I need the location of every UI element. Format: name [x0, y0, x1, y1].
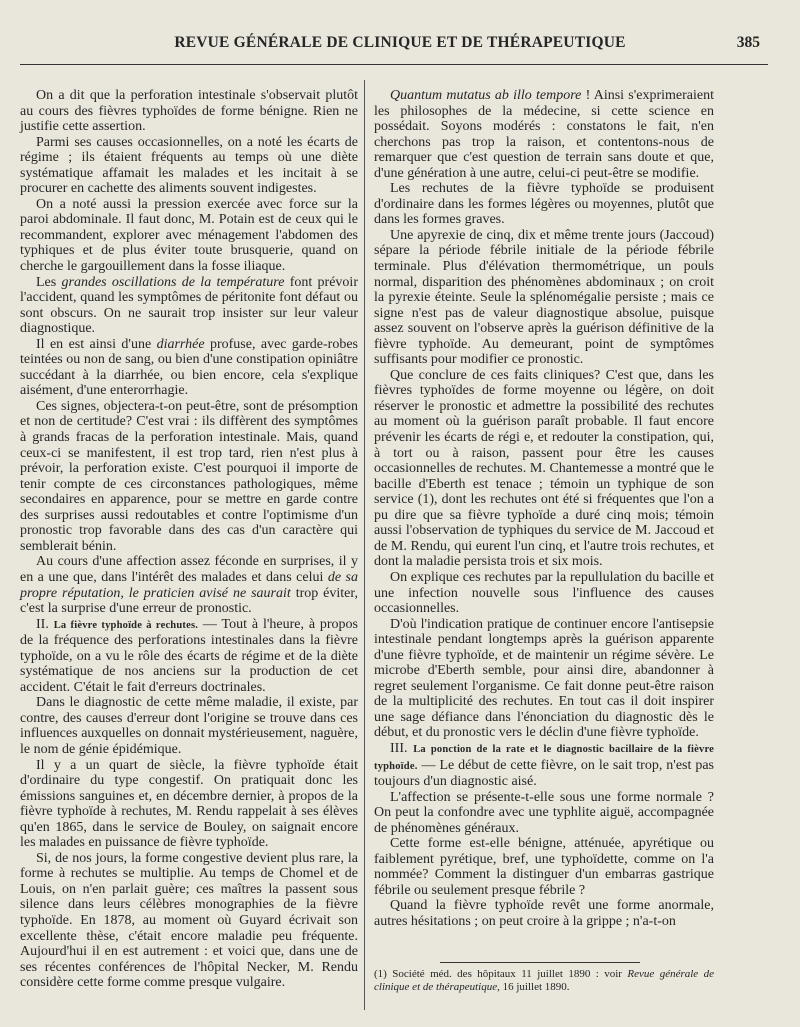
paragraph: On a noté aussi la pression exercée avec force sur la paroi abdominale. Il faut donc, M. Potain est de ceux qui le recommandent, explorer avec ménagement l'abdomen des typhiques et de plus éviter toute brusquerie, quand on cherche le gargouillement dans la fosse iliaque. [20, 196, 358, 275]
left-column [20, 88, 358, 991]
text: — Le début de cette fièvre, on le sait trop, n'est pas toujours d'un diagnostic aisé. [374, 757, 714, 790]
italic-text: de sa propre réputation, le praticien avisé ne saurait [20, 569, 358, 601]
paragraph [20, 337, 358, 399]
text: trop éviter, c'est la surprise d'une erreur de pronostic. [20, 585, 358, 617]
section-title: La fièvre typhoïde à rechutes. [53, 619, 199, 631]
text: — Tout à l'heure, à propos de la fréquence des perforations intestinales dans la fièvre typhoïde, on a vu le rôle des écarts de régime et de la diète systématique de nos anciens sur la production de cet accident. C'était le fait d'erreurs doctrinales. [20, 616, 359, 695]
paragraph: Les rechutes de la fièvre typhoïde se produisent d'ordinaire dans les formes légères ou moyennes, plutôt que dans les formes graves. [374, 181, 714, 228]
running-title: REVUE GÉNÉRALE DE CLINIQUE ET DE THÉRAPEUTIQUE [174, 34, 626, 51]
paragraph: L'affection se présente-t-elle sous une forme normale ? On peut la confondre avec une typhlite aiguë, accompagnée de phénomènes généraux. [374, 789, 714, 836]
italic-text: Quantum mutatus ab illo tempore [390, 88, 582, 103]
italic-text: diarrhée [156, 336, 205, 352]
paragraph: Parmi ses causes occasionnelles, on a noté les écarts de régime ; ils étaient fréquents au temps où une diète systématique affamait les malades et les incitait à se procurer en cachette des aliments souvent indigestes. [20, 134, 358, 197]
paragraph: Quand la fièvre typhoïde revêt une forme anormale, autres hésitations ; on peut croire à la grippe ; n'a-t-on [374, 898, 714, 929]
section-title: La ponction de la rate et le diagnostic bacillaire de la fièvre typhoïde. [374, 743, 714, 772]
paragraph: Que conclure de ces faits cliniques? C'est que, dans les fièvres typhoïdes de forme moyenne ou légère, on doit réserver le pronostic et admettre la possibilité des rechutes au moment où la guérison paraît probable. Il faut encore prévenir les écarts de régi e, et redouter la constipation, qui, à tort ou à raison, passent pour être les causes occasionnelles de rechutes. M. Chantemesse a montré que le bacille d'Eberth est tenace ; témoin un typhique de son service (1), dont les rechutes ont été si fréquentes que l'on a pu dire que sa fièvre typhoïde a duré cinq mois; témoin aussi l'observation de typhiques du service de M. Jaccoud et de M. Rendu, qui eurent l'un cinq, et l'autre trois rechutes, et dont la maladie persista trois et six mois. [374, 367, 714, 570]
text: , 16 juillet 1890. [497, 981, 570, 993]
paragraph: Dans le diagnostic de cette même maladie, il existe, par contre, des causes d'erreur dont l'origine se trouve dans ces influences auxquelles on donnait mystérieusement, naguère, le nom de génie épidémique. [20, 695, 358, 757]
paragraph: Il y a un quart de siècle, la fièvre typhoïde était d'ordinaire du type congestif. On pratiquait donc les émissions sanguines et, en décembre dernier, à propos de la fièvre typhoïde à rechutes, M. Rendu rappelait à ses élèves qu'en 1865, dans le service de Bouley, on saignait encore les malades en puissance de fièvre typhoïde. [20, 757, 358, 851]
paragraph: Une apyrexie de cinq, dix et même trente jours (Jaccoud) sépare la période fébrile initiale de la période fébrile terminale. Plus d'élévation thermométrique, un pouls normal, disparition des phénomènes abdominaux ; on croit la pyrexie éteinte. Seule la splénomégalie persiste ; mais ce signe n'est pas de valeur diagnostique absolue, puisque assez souvent on l'observe après la guérison définitive de la fièvre typhoïde. Au demeurant, point de symptômes suffisants pour modifier ce pronostic. [374, 227, 714, 368]
page-number: 385 [736, 34, 760, 51]
text: (1) Société méd. des hôpitaux 11 juillet 1890 : voir [374, 968, 628, 980]
section-number: III. [390, 740, 414, 756]
text: Il en est ainsi d'une [36, 336, 157, 352]
right-column [374, 88, 714, 930]
paragraph: Ces signes, objectera-t-on peut-être, sont de présomption et non de certitude? C'est vrai : ils diffèrent des symptômes à grands fracas de la perforation intestinale. Mais, quand ceux-ci se manifestent, il est trop tard, rien n'est plus à prévoir, la perforation existe. C'est pourquoi il importe de tenir compte de ces circonstances pathologiques, même secondaires en apparence, pour se mettre en garde contre des surprises aussi redoutables et contre l'optimisme d'un pronostic trop favorable dans des cas d'un caractère qui semblerait bénin. [20, 398, 358, 554]
paragraph [20, 275, 358, 337]
footnote-rule [440, 962, 640, 963]
section-number: II. [36, 616, 54, 632]
column-divider [364, 80, 365, 1010]
paragraph: On explique ces rechutes par la repullulation du bacille et une infection nouvelle sous l'influence des causes occasionnelles. [374, 569, 714, 617]
section-heading-iii [374, 741, 714, 790]
paragraph: D'où l'indication pratique de continuer encore l'antisepsie intestinale pendant longtemps après la guérison apparente d'une fièvre typhoïde, et de maintenir un régime sévère. Le microbe d'Eberth semble, pour ainsi dire, abandonner à regret seulement l'organisme. Ce fait donne peut-être raison de la multiplicité des rechutes. En tout cas il doit inspirer une sage défiance dans l'énonciation du diagnostic dès le début, et du pronostic vers le déclin d'une fièvre typhoïde. [374, 616, 714, 741]
text: ! Ainsi s'exprimeraient les philosophes de la médecine, si cette science en possédait. Soyons modérés : constatons le fait, n'en cherchons pas trop la raison, et contentons-nous de remarquer que c'est question de terrain sans doute et que, d'une génération à une autre, celui-ci peut-être se modifie. [374, 88, 715, 181]
page-header [0, 0, 800, 72]
paragraph [20, 554, 358, 616]
text: profuse, avec garde-robes teintées ou non de sang, ou bien d'une constipation opiniâtre succédant à la diarrhée, ou bien encore, cela s'explique aisément, d'une enterorrhagie. [20, 336, 358, 399]
text: font prévoir l'accident, quand les symptômes de péritonite font défaut ou sont obscurs. On ne saurait trop insister sur leur valeur diagnostique. [20, 274, 358, 337]
paragraph: Cette forme est-elle bénigne, atténuée, apyrétique ou faiblement pyrétique, bref, une typhoïdette, comme on l'a nommée? Comment la distinguer d'un embarras gastrique fébrile ou seulement presque fébrile ? [374, 836, 714, 898]
paragraph: On a dit que la perforation intestinale s'observait plutôt au cours des fièvres typhoïdes de forme bénigne. Rien ne justifie cette assertion. [20, 88, 358, 135]
italic-text: grandes oscillations de la température [61, 274, 285, 290]
text: Au cours d'une affection assez féconde en surprises, il y en a une que, dans l'intérêt des malades et dans celui [20, 554, 358, 585]
header-rule [20, 64, 768, 65]
section-heading-ii [20, 617, 358, 696]
footnote [374, 968, 714, 994]
text: Les [36, 274, 62, 290]
paragraph [374, 88, 714, 181]
paragraph: Si, de nos jours, la forme congestive devient plus rare, la forme à rechutes se multiplie. Au temps de Chomel et de Louis, on n'en parlait guère; ces maîtres la passent sous silence dans leurs célèbres monographies de la fièvre typhoïde. En 1878, au moment où Guyard écrivait son excellente thèse, c'était encore maladie peu fréquente. Aujourd'hui il en est autrement : et voici que, dans une de ses récentes conférences de l'hôpital Necker, M. Rendu considère cette forme comme presque vulgaire. [20, 850, 358, 991]
italic-text: Revue générale de clinique et de thérapeutique [374, 968, 714, 993]
